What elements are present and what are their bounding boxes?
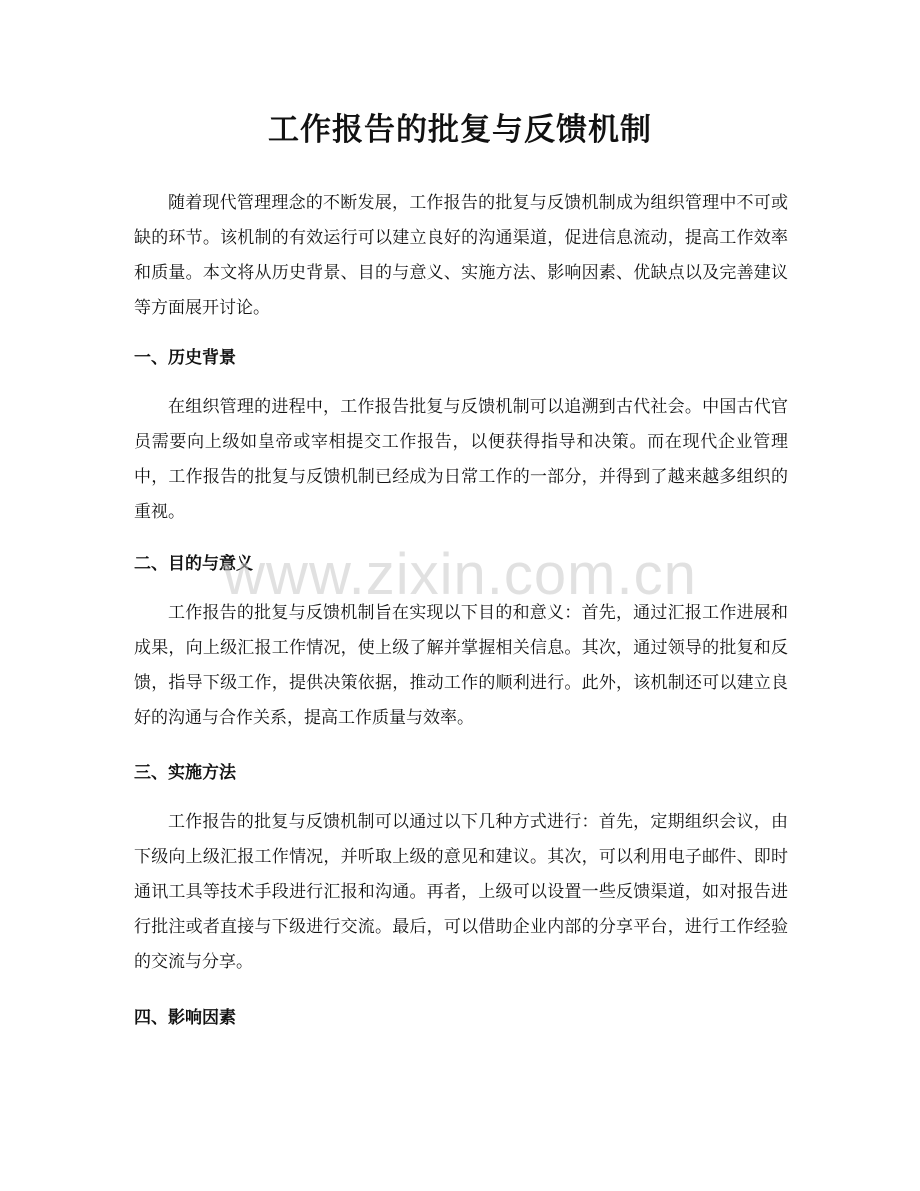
- section-heading-methods: 三、实施方法: [134, 763, 236, 783]
- section-body-purpose: 工作报告的批复与反馈机制旨在实现以下目的和意义：首先，通过汇报工作进展和成果，向上级汇报工作情况，使上级了解并掌握相关信息。其次，通过领导的批复和反馈，指导下级工作，提供决策依据，推动工作的顺利进行。此外，该机制还可以建立良好的沟通与合作关系，提高工作质量与效率。: [134, 603, 788, 728]
- section-heading-purpose: 二、目的与意义: [134, 554, 253, 574]
- watermark: www.zixin.com.cn: [223, 542, 697, 607]
- section-body-history: 在组织管理的进程中，工作报告批复与反馈机制可以追溯到古代社会。中国古代官员需要向上级如皇帝或宰相提交工作报告，以便获得指导和决策。而在现代企业管理中，工作报告的批复与反馈机制已经成为日常工作的一部分，并得到了越来越多组织的重视。: [134, 397, 788, 522]
- page-title: 工作报告的批复与反馈机制: [268, 112, 652, 148]
- intro-paragraph: 随着现代管理理念的不断发展，工作报告的批复与反馈机制成为组织管理中不可或缺的环节。该机制的有效运行可以建立良好的沟通渠道，促进信息流动，提高工作效率和质量。本文将从历史背景、目的与意义、实施方法、影响因素、优缺点以及完善建议等方面展开讨论。: [134, 193, 788, 318]
- section-heading-history: 一、历史背景: [134, 348, 236, 368]
- section-heading-factors: 四、影响因素: [134, 1008, 236, 1028]
- section-body-methods: 工作报告的批复与反馈机制可以通过以下几种方式进行：首先，定期组织会议，由下级向上级汇报工作情况，并听取上级的意见和建议。其次，可以利用电子邮件、即时通讯工具等技术手段进行汇报和沟通。再者，上级可以设置一些反馈渠道，如对报告进行批注或者直接与下级进行交流。最后，可以借助企业内部的分享平台，进行工作经验的交流与分享。: [134, 812, 788, 972]
